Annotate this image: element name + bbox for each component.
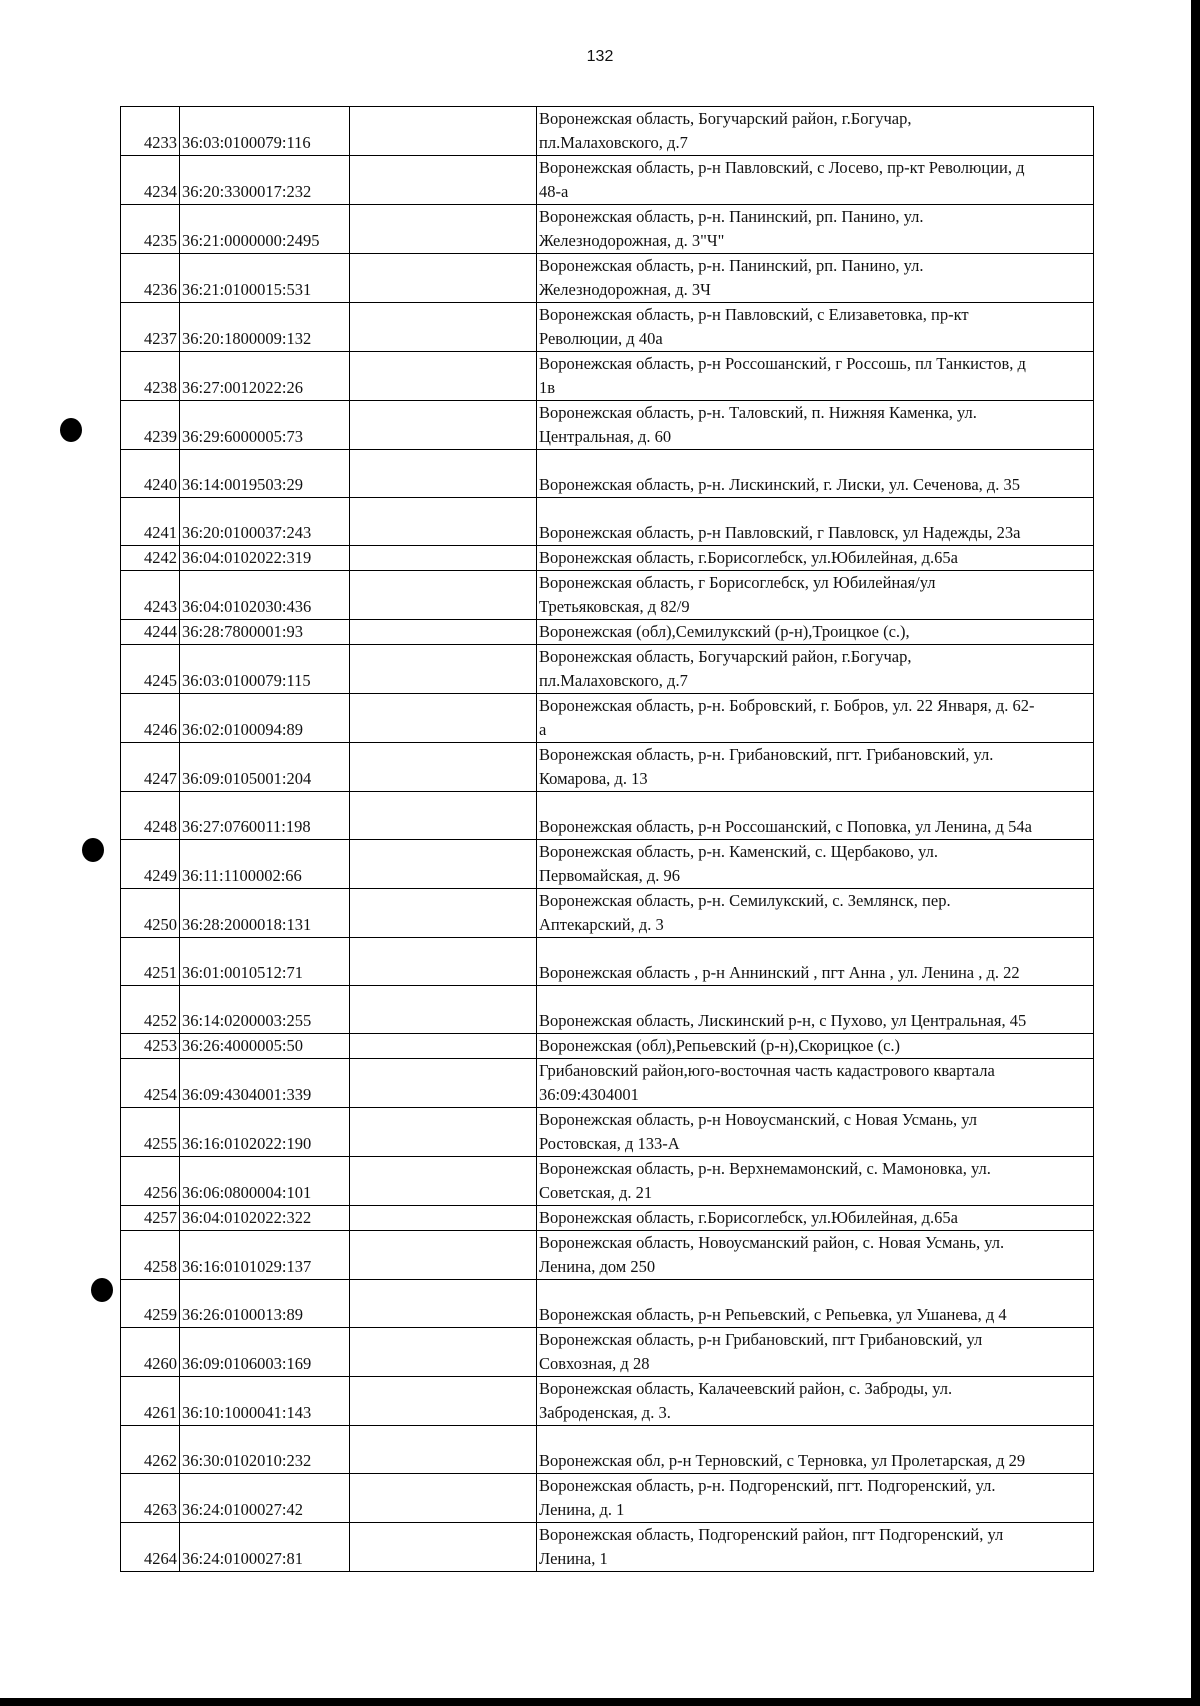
address-cell: Воронежская область, р-н. Подгоренский, пгт. Подгоренский, ул. Ленина, д. 1	[537, 1474, 1094, 1523]
address-cell: Воронежская область, р-н. Каменский, с. Щербаково, ул. Первомайская, д. 96	[537, 840, 1094, 889]
address-cell: Воронежская область, р-н. Верхнемамонский, с. Мамоновка, ул. Советская, д. 21	[537, 1157, 1094, 1206]
empty-cell	[350, 840, 537, 889]
address-cell: Воронежская область, Новоусманский район, с. Новая Усмань, ул. Ленина, дом 250	[537, 1231, 1094, 1280]
empty-cell	[350, 1328, 537, 1377]
row-number-cell: 4258	[121, 1231, 180, 1280]
empty-cell	[350, 743, 537, 792]
empty-cell	[350, 620, 537, 645]
empty-cell	[350, 450, 537, 498]
row-number-cell: 4233	[121, 107, 180, 156]
cadastral-number-cell: 36:10:1000041:143	[180, 1377, 350, 1426]
cadastral-number-cell: 36:27:0012022:26	[180, 352, 350, 401]
cadastral-number-cell: 36:04:0102022:322	[180, 1206, 350, 1231]
address-cell: Грибановский район,юго-восточная часть кадастрового квартала 36:09:4304001	[537, 1059, 1094, 1108]
cadastral-number-cell: 36:01:0010512:71	[180, 938, 350, 986]
cadastral-number-cell: 36:26:0100013:89	[180, 1280, 350, 1328]
table-row	[121, 938, 1094, 986]
cadastral-number-cell: 36:27:0760011:198	[180, 792, 350, 840]
empty-cell	[350, 401, 537, 450]
address-cell: Воронежская область, р-н. Лискинский, г. Лиски, ул. Сеченова, д. 35	[537, 450, 1094, 498]
table-row	[121, 1206, 1094, 1231]
address-cell: Воронежская область, р-н. Панинский, рп. Панино, ул. Железнодорожная, д. 3"Ч"	[537, 205, 1094, 254]
row-number-cell: 4244	[121, 620, 180, 645]
cadastral-number-cell: 36:28:2000018:131	[180, 889, 350, 938]
empty-cell	[350, 938, 537, 986]
cadastral-number-cell: 36:14:0019503:29	[180, 450, 350, 498]
row-number-cell: 4237	[121, 303, 180, 352]
empty-cell	[350, 1523, 537, 1572]
empty-cell	[350, 254, 537, 303]
row-number-cell: 4250	[121, 889, 180, 938]
cadastral-number-cell: 36:24:0100027:42	[180, 1474, 350, 1523]
row-number-cell: 4255	[121, 1108, 180, 1157]
address-cell: Воронежская область, р-н. Таловский, п. Нижняя Каменка, ул. Центральная, д. 60	[537, 401, 1094, 450]
empty-cell	[350, 645, 537, 694]
punch-hole-mark	[91, 1278, 113, 1302]
cadastral-number-cell: 36:09:0105001:204	[180, 743, 350, 792]
address-cell: Воронежская область, р-н Павловский, с Лосево, пр-кт Революции, д 48-а	[537, 156, 1094, 205]
row-number-cell: 4247	[121, 743, 180, 792]
row-number-cell: 4263	[121, 1474, 180, 1523]
cadastral-number-cell: 36:16:0101029:137	[180, 1231, 350, 1280]
empty-cell	[350, 546, 537, 571]
table-row	[121, 1474, 1094, 1523]
table-row	[121, 1523, 1094, 1572]
cadastral-number-cell: 36:29:6000005:73	[180, 401, 350, 450]
punch-hole-mark	[60, 418, 82, 442]
row-number-cell: 4235	[121, 205, 180, 254]
row-number-cell: 4262	[121, 1426, 180, 1474]
row-number-cell: 4249	[121, 840, 180, 889]
cadastral-number-cell: 36:14:0200003:255	[180, 986, 350, 1034]
table-row	[121, 743, 1094, 792]
address-cell: Воронежская обл, р-н Терновский, с Терновка, ул Пролетарская, д 29	[537, 1426, 1094, 1474]
address-cell: Воронежская область, р-н. Бобровский, г. Бобров, ул. 22 Января, д. 62- а	[537, 694, 1094, 743]
row-number-cell: 4236	[121, 254, 180, 303]
row-number-cell: 4239	[121, 401, 180, 450]
empty-cell	[350, 986, 537, 1034]
empty-cell	[350, 303, 537, 352]
cadastral-number-cell: 36:03:0100079:116	[180, 107, 350, 156]
table-row	[121, 1328, 1094, 1377]
cadastral-number-cell: 36:03:0100079:115	[180, 645, 350, 694]
cadastral-number-cell: 36:24:0100027:81	[180, 1523, 350, 1572]
table-row	[121, 1059, 1094, 1108]
table-row	[121, 546, 1094, 571]
table-row	[121, 1377, 1094, 1426]
empty-cell	[350, 205, 537, 254]
table-row	[121, 889, 1094, 938]
empty-cell	[350, 498, 537, 546]
address-cell: Воронежская область, р-н Россошанский, с Поповка, ул Ленина, д 54а	[537, 792, 1094, 840]
row-number-cell: 4248	[121, 792, 180, 840]
table-row	[121, 1108, 1094, 1157]
row-number-cell: 4243	[121, 571, 180, 620]
address-cell: Воронежская (обл),Репьевский (р-н),Скорицкое (с.)	[537, 1034, 1094, 1059]
registry-table	[120, 106, 1094, 1572]
address-cell: Воронежская область, Подгоренский район, пгт Подгоренский, ул Ленина, 1	[537, 1523, 1094, 1572]
table-row	[121, 694, 1094, 743]
punch-hole-mark	[82, 838, 104, 862]
table-row	[121, 620, 1094, 645]
row-number-cell: 4246	[121, 694, 180, 743]
cadastral-number-cell: 36:20:1800009:132	[180, 303, 350, 352]
page-number: 132	[586, 48, 614, 65]
table-row	[121, 107, 1094, 156]
row-number-cell: 4261	[121, 1377, 180, 1426]
table-row	[121, 352, 1094, 401]
table-row	[121, 1426, 1094, 1474]
row-number-cell: 4260	[121, 1328, 180, 1377]
row-number-cell: 4256	[121, 1157, 180, 1206]
cadastral-number-cell: 36:21:0100015:531	[180, 254, 350, 303]
address-cell: Воронежская область, г Борисоглебск, ул Юбилейная/ул Третьяковская, д 82/9	[537, 571, 1094, 620]
table-row	[121, 645, 1094, 694]
address-cell: Воронежская область, р-н. Грибановский, пгт. Грибановский, ул. Комарова, д. 13	[537, 743, 1094, 792]
table-row	[121, 205, 1094, 254]
empty-cell	[350, 156, 537, 205]
address-cell: Воронежская область, р-н. Семилукский, с. Землянск, пер. Аптекарский, д. 3	[537, 889, 1094, 938]
row-number-cell: 4251	[121, 938, 180, 986]
row-number-cell: 4257	[121, 1206, 180, 1231]
cadastral-number-cell: 36:06:0800004:101	[180, 1157, 350, 1206]
row-number-cell: 4238	[121, 352, 180, 401]
cadastral-number-cell: 36:20:0100037:243	[180, 498, 350, 546]
cadastral-number-cell: 36:09:0106003:169	[180, 1328, 350, 1377]
table-row	[121, 1034, 1094, 1059]
cadastral-number-cell: 36:20:3300017:232	[180, 156, 350, 205]
row-number-cell: 4254	[121, 1059, 180, 1108]
empty-cell	[350, 107, 537, 156]
cadastral-number-cell: 36:30:0102010:232	[180, 1426, 350, 1474]
table-row	[121, 401, 1094, 450]
cadastral-number-cell: 36:11:1100002:66	[180, 840, 350, 889]
cadastral-number-cell: 36:04:0102030:436	[180, 571, 350, 620]
address-cell: Воронежская область, Лискинский р-н, с Пухово, ул Центральная, 45	[537, 986, 1094, 1034]
row-number-cell: 4259	[121, 1280, 180, 1328]
table-row	[121, 303, 1094, 352]
registry-table-body	[121, 107, 1094, 1572]
row-number-cell: 4253	[121, 1034, 180, 1059]
row-number-cell: 4242	[121, 546, 180, 571]
row-number-cell: 4240	[121, 450, 180, 498]
empty-cell	[350, 792, 537, 840]
address-cell: Воронежская область, р-н. Панинский, рп. Панино, ул. Железнодорожная, д. 3Ч	[537, 254, 1094, 303]
table-row	[121, 1157, 1094, 1206]
table-row	[121, 254, 1094, 303]
empty-cell	[350, 571, 537, 620]
address-cell: Воронежская (обл),Семилукский (р-н),Троицкое (с.),	[537, 620, 1094, 645]
address-cell: Воронежская область, р-н Павловский, с Елизаветовка, пр-кт Революции, д 40а	[537, 303, 1094, 352]
empty-cell	[350, 889, 537, 938]
empty-cell	[350, 1474, 537, 1523]
address-cell: Воронежская область, г.Борисоглебск, ул.Юбилейная, д.65а	[537, 1206, 1094, 1231]
address-cell: Воронежская область, Богучарский район, г.Богучар, пл.Малаховского, д.7	[537, 107, 1094, 156]
row-number-cell: 4264	[121, 1523, 180, 1572]
row-number-cell: 4234	[121, 156, 180, 205]
address-cell: Воронежская область, р-н Грибановский, пгт Грибановский, ул Совхозная, д 28	[537, 1328, 1094, 1377]
empty-cell	[350, 1231, 537, 1280]
address-cell: Воронежская область, р-н Новоусманский, с Новая Усмань, ул Ростовская, д 133-А	[537, 1108, 1094, 1157]
table-row	[121, 156, 1094, 205]
cadastral-number-cell: 36:16:0102022:190	[180, 1108, 350, 1157]
empty-cell	[350, 1034, 537, 1059]
cadastral-number-cell: 36:02:0100094:89	[180, 694, 350, 743]
address-cell: Воронежская область, р-н Павловский, г Павловск, ул Надежды, 23а	[537, 498, 1094, 546]
cadastral-number-cell: 36:21:0000000:2495	[180, 205, 350, 254]
address-cell: Воронежская область, Калачеевский район, с. Заброды, ул. Заброденская, д. 3.	[537, 1377, 1094, 1426]
table-row	[121, 986, 1094, 1034]
row-number-cell: 4241	[121, 498, 180, 546]
table-row	[121, 792, 1094, 840]
empty-cell	[350, 352, 537, 401]
empty-cell	[350, 694, 537, 743]
cadastral-number-cell: 36:09:4304001:339	[180, 1059, 350, 1108]
table-row	[121, 571, 1094, 620]
empty-cell	[350, 1059, 537, 1108]
empty-cell	[350, 1377, 537, 1426]
empty-cell	[350, 1157, 537, 1206]
address-cell: Воронежская область, р-н Россошанский, г Россошь, пл Танкистов, д 1в	[537, 352, 1094, 401]
address-cell: Воронежская область, р-н Репьевский, с Репьевка, ул Ушанева, д 4	[537, 1280, 1094, 1328]
cadastral-number-cell: 36:28:7800001:93	[180, 620, 350, 645]
table-row	[121, 840, 1094, 889]
address-cell: Воронежская область, Богучарский район, г.Богучар, пл.Малаховского, д.7	[537, 645, 1094, 694]
address-cell: Воронежская область, г.Борисоглебск, ул.Юбилейная, д.65а	[537, 546, 1094, 571]
empty-cell	[350, 1206, 537, 1231]
empty-cell	[350, 1280, 537, 1328]
empty-cell	[350, 1426, 537, 1474]
table-row	[121, 450, 1094, 498]
empty-cell	[350, 1108, 537, 1157]
table-row	[121, 498, 1094, 546]
row-number-cell: 4252	[121, 986, 180, 1034]
row-number-cell: 4245	[121, 645, 180, 694]
table-row	[121, 1231, 1094, 1280]
table-row	[121, 1280, 1094, 1328]
cadastral-number-cell: 36:04:0102022:319	[180, 546, 350, 571]
cadastral-number-cell: 36:26:4000005:50	[180, 1034, 350, 1059]
address-cell: Воронежская область , р-н Аннинский , пгт Анна , ул. Ленина , д. 22	[537, 938, 1094, 986]
